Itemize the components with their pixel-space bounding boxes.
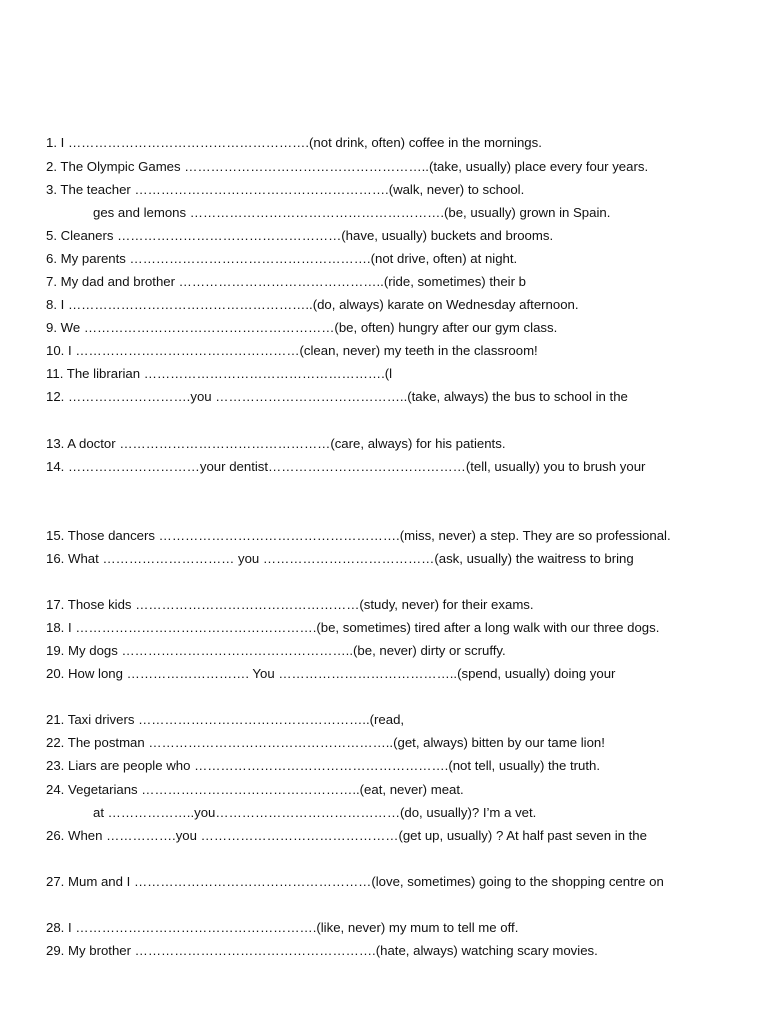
exercise-line-16: 16. What ………………………… you …………………………………(ask, usually) the waitress to bring [46, 551, 634, 566]
exercise-line-4: ges and lemons ………………………………………………….(be, usually) grown in Spain. [93, 205, 611, 220]
exercise-line-28: 28. I ……………………………………………….(like, never) my mum to tell me off. [46, 920, 519, 935]
exercise-line-24: 24. Vegetarians …………………………………………..(eat, never) meat. [46, 782, 464, 797]
exercise-line-29: 29. My brother ……………………………………………….(hate, always) watching scary movies. [46, 943, 598, 958]
exercise-line-2: 2. The Olympic Games ………………………………………………..(take, usually) place every four years. [46, 159, 649, 174]
exercise-line-20: 20. How long ………………………. You …………………………………..(spend, usually) doing your [46, 666, 616, 681]
exercise-line-10: 10. I ……………………………………………(clean, never) my teeth in the classroom! [46, 343, 538, 358]
exercise-line-12: 12. ……………………….you ……………………………………..(take, always) the bus to school in the [46, 389, 628, 404]
exercise-line-18: 18. I ……………………………………………….(be, sometimes) tired after a long walk with our three dogs. [46, 620, 660, 635]
exercise-line-27: 27. Mum and I ………………………………………………(love, sometimes) going to the shopping centre on [46, 874, 664, 889]
exercise-line-8: 8. I ………………………………………………..(do, always) karate on Wednesday afternoon. [46, 297, 579, 312]
exercise-line-7: 7. My dad and brother ………………………………………..(ride, sometimes) their b [46, 274, 526, 289]
exercise-line-6: 6. My parents ……………………………………………….(not drive, often) at night. [46, 251, 518, 266]
exercise-line-1: 1. I ……………………………………………….(not drink, often) coffee in the mornings. [46, 135, 542, 150]
exercise-line-17: 17. Those kids ……………………………………………(study, never) for their exams. [46, 597, 534, 612]
exercise-line-21: 21. Taxi drivers ……………………………………………..(read, [46, 712, 405, 727]
exercise-line-11: 11. The librarian ……………………………………………….(l [46, 366, 393, 381]
exercise-line-9: 9. We …………………………………………………(be, often) hungry after our gym class. [46, 320, 558, 335]
exercise-line-15: 15. Those dancers ……………………………………………….(miss, never) a step. They are so professional. [46, 528, 671, 543]
exercise-line-3: 3. The teacher ………………………………………………….(walk, never) to school. [46, 182, 525, 197]
exercise-line-26: 26. When …………….you ………………………………………(get up, usually) ? At half past seven in the [46, 828, 647, 843]
exercise-line-25: at ………………..you……………………………………(do, usually)? I’m a vet. [93, 805, 537, 820]
exercise-line-23: 23. Liars are people who ………………………………………………….(not tell, usually) the truth. [46, 758, 601, 773]
exercise-line-13: 13. A doctor …………………………………………(care, always) for his patients. [46, 436, 506, 451]
exercise-line-19: 19. My dogs ……………………………………………..(be, never) dirty or scruffy. [46, 643, 506, 658]
exercise-line-22: 22. The postman ………………………………………………..(get, always) bitten by our tame lion! [46, 735, 605, 750]
exercise-line-14: 14. …………………………your dentist………………………………………(tell, usually) you to brush your [46, 459, 646, 474]
exercise-line-5: 5. Cleaners ……………………………………………(have, usually) buckets and brooms. [46, 228, 554, 243]
